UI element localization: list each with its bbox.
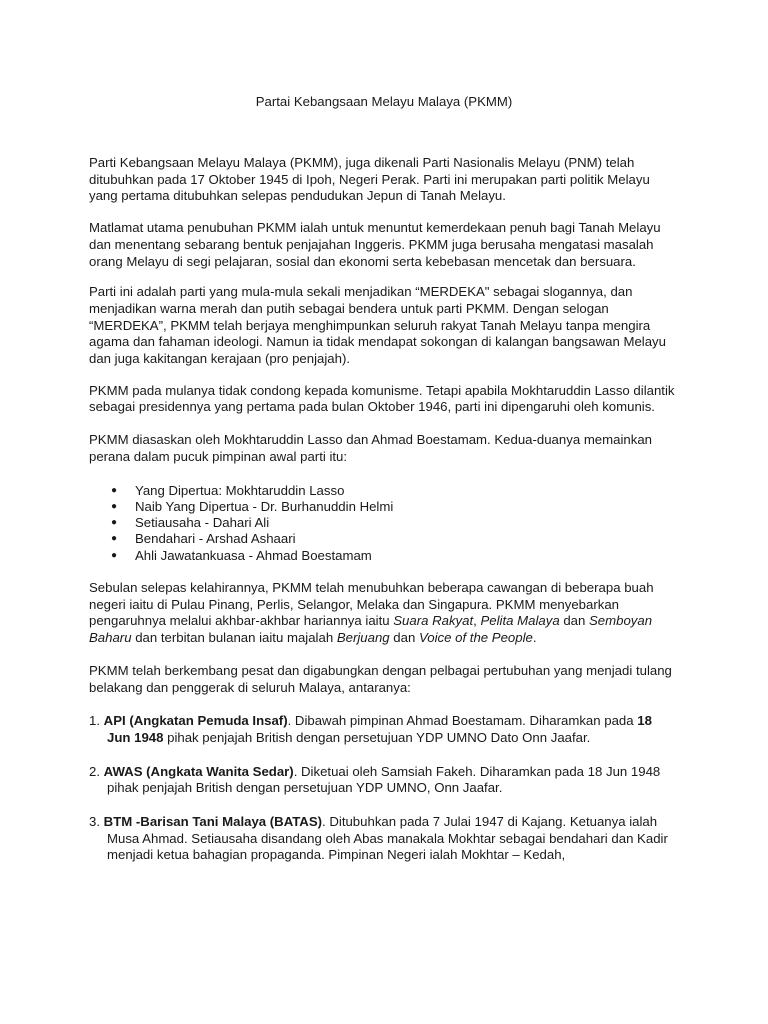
officer-text: Setiausaha - Dahari Ali bbox=[135, 515, 270, 531]
officer-text: Naib Yang Dipertua - Dr. Burhanuddin Helmi bbox=[135, 498, 394, 514]
list-item bbox=[89, 515, 679, 531]
text-run: . bbox=[532, 630, 537, 646]
newspaper-title: Semboyan Baharu bbox=[89, 613, 653, 646]
list-item bbox=[89, 499, 679, 515]
bullet-icon: ● bbox=[111, 517, 118, 529]
item-number: 3. bbox=[89, 814, 104, 830]
organization-item-api bbox=[89, 713, 679, 746]
text-run: . Diketuai oleh Samsiah Fakeh. Diharamkan pada 18 Jun 1948 pihak penjajah British dengan persetujuan YDP UMNO, Onn Jaafar. bbox=[107, 763, 661, 796]
list-item bbox=[89, 531, 679, 547]
organization-name: BTM -Barisan Tani Malaya (BATAS) bbox=[103, 814, 323, 830]
text-run: . Dibawah pimpinan Ahmad Boestamam. Diharamkan pada bbox=[287, 713, 638, 729]
paragraph-merdeka-slogan: Parti ini adalah parti yang mula-mula sekali menjadikan “MERDEKA" sebagai slogannya, dan menjadikan warna merah dan putih sebagai bendera untuk parti PKMM. Dengan selogan “MERDEKA”, PKMM telah berjaya menghimpunkan seluruh rakyat Tanah Melayu tanpa mengira agama dan fahaman ideologi. Namun ia tidak mendapat sokongan di kalangan bangsawan Melayu dan juga kakitangan kerajaan (pro penjajah). bbox=[89, 284, 666, 367]
document-title: Partai Kebangsaan Melayu Malaya (PKMM) bbox=[255, 94, 513, 109]
bullet-icon: ● bbox=[111, 500, 118, 512]
text-run: pihak penjajah British dengan persetujuan YDP UMNO Dato Onn Jaafar. bbox=[163, 729, 591, 745]
organization-name: API (Angkatan Pemuda Insaf) bbox=[103, 713, 288, 729]
text-run: . Ditubuhkan pada 7 Julai 1947 di Kajang. Ketuanya ialah Musa Ahmad. Setiausaha disandang oleh Abas manakala Mokhtar sebagai bendahari dan Kadir menjadi ketua bahagian propaganda. Pimpinan Negeri ialah Mokhtar – Kedah, bbox=[107, 814, 668, 863]
officer-text: Bendahari - Arshad Ashaari bbox=[135, 531, 296, 547]
officer-text: Yang Dipertua: Mokhtaruddin Lasso bbox=[135, 482, 345, 498]
text-run: , bbox=[473, 613, 481, 629]
text-run: dan bbox=[389, 630, 419, 646]
bullet-icon: ● bbox=[111, 549, 118, 561]
magazine-title: Berjuang bbox=[336, 630, 390, 646]
bullet-icon: ● bbox=[111, 484, 118, 496]
paragraph-founders: PKMM diasaskan oleh Mokhtaruddin Lasso dan Ahmad Boestamam. Kedua-duanya memainkan perana dalam pucuk pimpinan awal parti itu: bbox=[89, 432, 652, 464]
text-run: dan bbox=[559, 613, 589, 629]
paragraph-communism: PKMM pada mulanya tidak condong kepada komunisme. Tetapi apabila Mokhtaruddin Lasso dilantik sebagai presidennya yang pertama pada bulan Oktober 1946, parti ini dipengaruhi oleh komunis. bbox=[89, 382, 675, 415]
bullet-icon: ● bbox=[111, 533, 118, 545]
organization-name: AWAS (Angkata Wanita Sedar) bbox=[103, 763, 294, 779]
item-number: 1. bbox=[89, 713, 104, 729]
officer-text: Ahli Jawatankuasa - Ahmad Boestamam bbox=[135, 547, 372, 563]
paragraph-affiliations: PKMM telah berkembang pesat dan digabungkan dengan pelbagai pertubuhan yang menjadi tulang belakang dan penggerak di seluruh Malaya, antaranya: bbox=[89, 662, 672, 695]
paragraph-branches bbox=[89, 580, 679, 647]
list-item bbox=[89, 483, 679, 499]
paragraph-objectives: Matlamat utama penubuhan PKMM ialah untuk menuntut kemerdekaan penuh bagi Tanah Melayu dan menentang sebarang bentuk penjajahan Inggeris. PKMM juga berusaha mengatasi masalah orang Melayu di segi pelajaran, sosial dan ekonomi serta kebebasan mencetak dan bersuara. bbox=[89, 220, 661, 269]
item-number: 2. bbox=[89, 763, 104, 779]
text-run: dan terbitan bulanan iaitu majalah bbox=[131, 630, 337, 646]
officers-list bbox=[89, 483, 679, 564]
paragraph-founding: Parti Kebangsaan Melayu Malaya (PKMM), juga dikenali Parti Nasionalis Melayu (PNM) telah ditubuhkan pada 17 Oktober 1945 di Ipoh, Negeri Perak. Parti ini merupakan parti politik Melayu yang pertama ditubuhkan selepas pendudukan Jepun di Tanah Melayu. bbox=[89, 155, 650, 204]
list-item bbox=[89, 548, 679, 564]
magazine-title: Voice of the People bbox=[418, 630, 533, 646]
document-body bbox=[89, 155, 679, 881]
organization-item-btm bbox=[89, 814, 679, 864]
text-run: Sebulan selepas kelahirannya, PKMM telah menubuhkan beberapa cawangan di beberapa buah negeri iaitu di Pulau Pinang, Perlis, Selangor, Melaka dan Singapura. PKMM menyebarkan pengaruhnya melalui akhbar-akhbar hariannya iaitu bbox=[89, 580, 654, 629]
organization-item-awas bbox=[89, 764, 679, 797]
ban-date: 18 Jun 1948 bbox=[107, 713, 652, 745]
newspaper-title: Suara Rakyat bbox=[393, 613, 474, 629]
newspaper-title: Pelita Malaya bbox=[480, 613, 560, 629]
